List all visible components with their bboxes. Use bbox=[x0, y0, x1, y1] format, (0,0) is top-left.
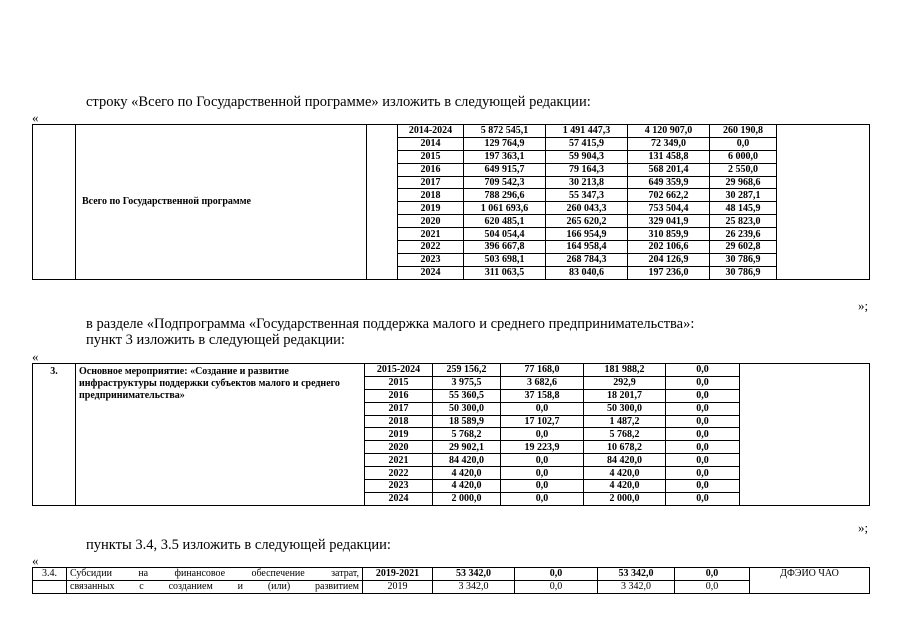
amount-cell: 568 201,4 bbox=[628, 163, 710, 176]
table-cell: 2019-2021 bbox=[363, 568, 433, 581]
period-cell: 2014-2024 bbox=[398, 125, 464, 138]
amount-cell: 0,0 bbox=[501, 480, 584, 493]
amount-cell: 0,0 bbox=[666, 415, 740, 428]
amount-cell: 29 902,1 bbox=[433, 441, 501, 454]
amount-cell: 504 054,4 bbox=[464, 228, 546, 241]
paragraph-3: пункт 3 изложить в следующей редакции: bbox=[86, 332, 345, 348]
table-cell: 2019 bbox=[363, 580, 433, 593]
program-total-label: Всего по Государственной программе bbox=[76, 125, 367, 280]
amount-cell: 1 487,2 bbox=[584, 415, 666, 428]
amount-cell: 4 420,0 bbox=[584, 467, 666, 480]
open-quote-3: « bbox=[32, 553, 39, 568]
table-cell-empty bbox=[777, 125, 870, 280]
table-cell: 53 342,0 bbox=[433, 568, 515, 581]
amount-cell: 59 904,3 bbox=[546, 150, 628, 163]
amount-cell: 30 786,9 bbox=[710, 253, 777, 266]
amount-cell: 5 768,2 bbox=[584, 428, 666, 441]
table-cell: 0,0 bbox=[675, 580, 750, 593]
amount-cell: 77 168,0 bbox=[501, 364, 584, 377]
amount-cell: 702 662,2 bbox=[628, 189, 710, 202]
amount-cell: 0,0 bbox=[666, 389, 740, 402]
period-cell: 2016 bbox=[365, 389, 433, 402]
period-cell: 2023 bbox=[365, 480, 433, 493]
amount-cell: 1 491 447,3 bbox=[546, 125, 628, 138]
period-cell: 2017 bbox=[365, 402, 433, 415]
amount-cell: 649 359,9 bbox=[628, 176, 710, 189]
period-cell: 2020 bbox=[365, 441, 433, 454]
amount-cell: 0,0 bbox=[666, 492, 740, 505]
amount-cell: 0,0 bbox=[666, 376, 740, 389]
amount-cell: 1 061 693,6 bbox=[464, 202, 546, 215]
amount-cell: 3 975,5 bbox=[433, 376, 501, 389]
amount-cell: 50 300,0 bbox=[433, 402, 501, 415]
period-cell: 2020 bbox=[398, 215, 464, 228]
table-items-3-4 bbox=[32, 567, 870, 594]
period-cell: 2015 bbox=[365, 376, 433, 389]
period-cell: 2019 bbox=[398, 202, 464, 215]
amount-cell: 4 420,0 bbox=[433, 467, 501, 480]
table-cell: 53 342,0 bbox=[598, 568, 675, 581]
open-quote-2: « bbox=[32, 349, 39, 364]
period-cell: 2016 bbox=[398, 163, 464, 176]
amount-cell: 0,0 bbox=[710, 137, 777, 150]
period-cell: 2021 bbox=[365, 454, 433, 467]
amount-cell: 18 589,9 bbox=[433, 415, 501, 428]
table-row bbox=[33, 568, 870, 581]
amount-cell: 0,0 bbox=[501, 402, 584, 415]
amount-cell: 329 041,9 bbox=[628, 215, 710, 228]
amount-cell: 0,0 bbox=[501, 454, 584, 467]
amount-cell: 30 213,8 bbox=[546, 176, 628, 189]
amount-cell: 259 156,2 bbox=[433, 364, 501, 377]
amount-cell: 753 504,4 bbox=[628, 202, 710, 215]
amount-cell: 709 542,3 bbox=[464, 176, 546, 189]
table-cell-empty bbox=[33, 125, 76, 280]
open-quote-1: « bbox=[32, 110, 39, 125]
amount-cell: 197 363,1 bbox=[464, 150, 546, 163]
amount-cell: 0,0 bbox=[501, 467, 584, 480]
amount-cell: 18 201,7 bbox=[584, 389, 666, 402]
amount-cell: 72 349,0 bbox=[628, 137, 710, 150]
amount-cell: 6 000,0 bbox=[710, 150, 777, 163]
amount-cell: 0,0 bbox=[666, 441, 740, 454]
amount-cell: 5 872 545,1 bbox=[464, 125, 546, 138]
amount-cell: 4 120 907,0 bbox=[628, 125, 710, 138]
amount-cell: 0,0 bbox=[666, 402, 740, 415]
amount-cell: 30 786,9 bbox=[710, 266, 777, 279]
amount-cell: 0,0 bbox=[666, 480, 740, 493]
amount-cell: 265 620,2 bbox=[546, 215, 628, 228]
amount-cell: 260 190,8 bbox=[710, 125, 777, 138]
table-cell: 0,0 bbox=[515, 580, 598, 593]
amount-cell: 311 063,5 bbox=[464, 266, 546, 279]
item-number: 3. bbox=[33, 364, 76, 506]
period-cell: 2017 bbox=[398, 176, 464, 189]
amount-cell: 29 602,8 bbox=[710, 241, 777, 254]
paragraph-4: пункты 3.4, 3.5 изложить в следующей редакции: bbox=[86, 537, 391, 553]
amount-cell: 503 698,1 bbox=[464, 253, 546, 266]
table-row bbox=[33, 580, 870, 593]
period-cell: 2022 bbox=[365, 467, 433, 480]
amount-cell: 29 968,6 bbox=[710, 176, 777, 189]
period-cell: 2018 bbox=[365, 415, 433, 428]
table-cell: 3 342,0 bbox=[433, 580, 515, 593]
amount-cell: 2 000,0 bbox=[584, 492, 666, 505]
period-cell: 2015 bbox=[398, 150, 464, 163]
period-cell: 2023 bbox=[398, 253, 464, 266]
table-cell: 0,0 bbox=[515, 568, 598, 581]
amount-cell: 292,9 bbox=[584, 376, 666, 389]
main-activity-label: Основное мероприятие: «Создание и развитие инфраструктуры поддержки субъектов малого и среднего предпринимательства» bbox=[76, 364, 365, 506]
table-row bbox=[33, 125, 870, 138]
item-description-line-1: Субсидии на финансовое обеспечение затрат, bbox=[67, 568, 363, 581]
amount-cell: 19 223,9 bbox=[501, 441, 584, 454]
period-cell: 2019 bbox=[365, 428, 433, 441]
table-row bbox=[33, 364, 870, 377]
amount-cell: 3 682,6 bbox=[501, 376, 584, 389]
amount-cell: 84 420,0 bbox=[584, 454, 666, 467]
executor-cell: ДФЭИО ЧАО bbox=[750, 568, 870, 594]
table-cell: 0,0 bbox=[675, 568, 750, 581]
table-cell-empty bbox=[33, 580, 67, 593]
amount-cell: 181 988,2 bbox=[584, 364, 666, 377]
amount-cell: 30 287,1 bbox=[710, 189, 777, 202]
amount-cell: 55 360,5 bbox=[433, 389, 501, 402]
amount-cell: 310 859,9 bbox=[628, 228, 710, 241]
table-cell-empty bbox=[740, 364, 870, 506]
amount-cell: 0,0 bbox=[666, 467, 740, 480]
amount-cell: 4 420,0 bbox=[584, 480, 666, 493]
amount-cell: 4 420,0 bbox=[433, 480, 501, 493]
amount-cell: 50 300,0 bbox=[584, 402, 666, 415]
amount-cell: 26 239,6 bbox=[710, 228, 777, 241]
table-main-activity-3 bbox=[32, 363, 870, 506]
amount-cell: 37 158,8 bbox=[501, 389, 584, 402]
amount-cell: 79 164,3 bbox=[546, 163, 628, 176]
amount-cell: 131 458,8 bbox=[628, 150, 710, 163]
close-quote-2: »; bbox=[858, 520, 869, 535]
amount-cell: 129 764,9 bbox=[464, 137, 546, 150]
amount-cell: 202 106,6 bbox=[628, 241, 710, 254]
period-cell: 2022 bbox=[398, 241, 464, 254]
amount-cell: 84 420,0 bbox=[433, 454, 501, 467]
period-cell: 2014 bbox=[398, 137, 464, 150]
amount-cell: 0,0 bbox=[501, 428, 584, 441]
amount-cell: 2 550,0 bbox=[710, 163, 777, 176]
amount-cell: 55 347,3 bbox=[546, 189, 628, 202]
amount-cell: 620 485,1 bbox=[464, 215, 546, 228]
amount-cell: 0,0 bbox=[666, 364, 740, 377]
amount-cell: 649 915,7 bbox=[464, 163, 546, 176]
amount-cell: 5 768,2 bbox=[433, 428, 501, 441]
amount-cell: 788 296,6 bbox=[464, 189, 546, 202]
table-cell: 3 342,0 bbox=[598, 580, 675, 593]
amount-cell: 166 954,9 bbox=[546, 228, 628, 241]
close-quote-1: »; bbox=[858, 298, 869, 313]
item-number: 3.4. bbox=[33, 568, 67, 581]
amount-cell: 0,0 bbox=[666, 428, 740, 441]
amount-cell: 2 000,0 bbox=[433, 492, 501, 505]
paragraph-2: в разделе «Подпрограмма «Государственная поддержка малого и среднего предпринимательства»: bbox=[86, 316, 695, 332]
amount-cell: 25 823,0 bbox=[710, 215, 777, 228]
amount-cell: 197 236,0 bbox=[628, 266, 710, 279]
amount-cell: 17 102,7 bbox=[501, 415, 584, 428]
amount-cell: 260 043,3 bbox=[546, 202, 628, 215]
amount-cell: 83 040,6 bbox=[546, 266, 628, 279]
item-description-line-2: связанных с созданием и (или) развитием bbox=[67, 580, 363, 593]
amount-cell: 0,0 bbox=[666, 454, 740, 467]
paragraph-1: строку «Всего по Государственной программе» изложить в следующей редакции: bbox=[86, 94, 591, 110]
period-cell: 2021 bbox=[398, 228, 464, 241]
amount-cell: 0,0 bbox=[501, 492, 584, 505]
amount-cell: 48 145,9 bbox=[710, 202, 777, 215]
period-cell: 2018 bbox=[398, 189, 464, 202]
amount-cell: 57 415,9 bbox=[546, 137, 628, 150]
table-program-total bbox=[32, 124, 870, 280]
amount-cell: 204 126,9 bbox=[628, 253, 710, 266]
period-cell: 2015-2024 bbox=[365, 364, 433, 377]
table-cell-empty bbox=[367, 125, 398, 280]
amount-cell: 164 958,4 bbox=[546, 241, 628, 254]
period-cell: 2024 bbox=[365, 492, 433, 505]
amount-cell: 396 667,8 bbox=[464, 241, 546, 254]
amount-cell: 10 678,2 bbox=[584, 441, 666, 454]
period-cell: 2024 bbox=[398, 266, 464, 279]
amount-cell: 268 784,3 bbox=[546, 253, 628, 266]
